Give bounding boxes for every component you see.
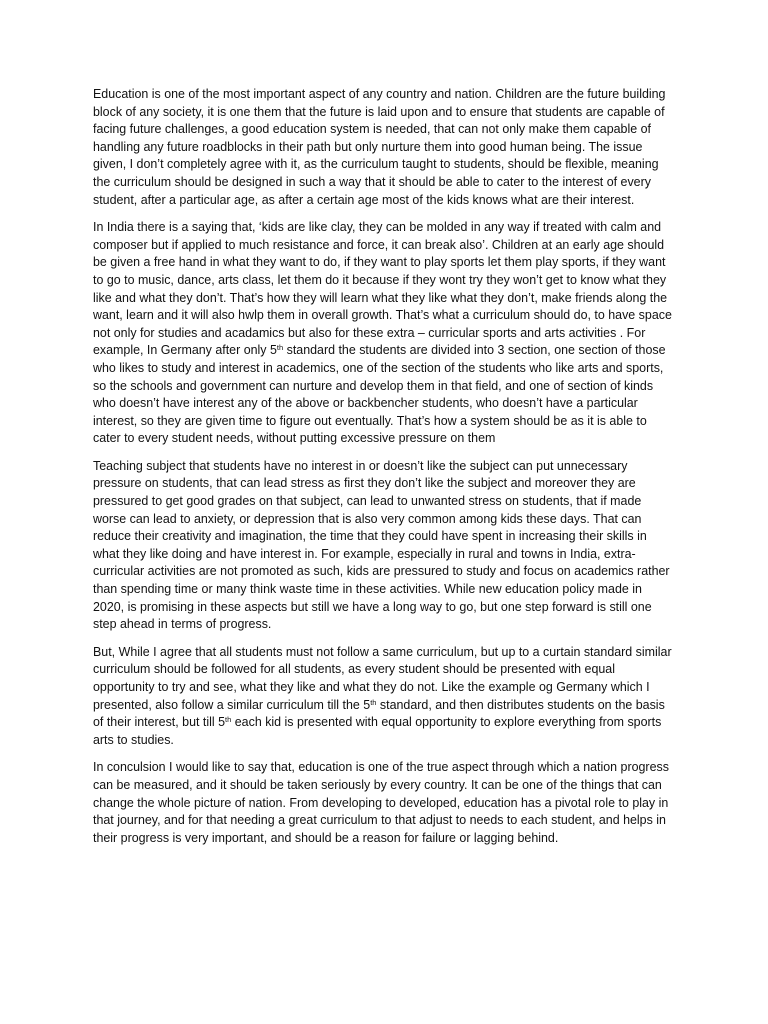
paragraph-unnecessary-pressure [93,458,675,634]
paragraph-text-part: standard, and then distributes students on the basis of their interest, but till 5 [93,697,665,730]
paragraph-text: Education is one of the most important aspect of any country and nation. Children are the future building block of any society, it is one them that the future is laid upon and to ensure that students are capable of facing future challenges, a good education system is needed, that can not only make them capable of handling any future roadblocks in their path but only nurture them into good human being. The issue given, I don’t completely agree with it, as the curriculum taught to students, should be flexible, meaning the curriculum should be designed in such a way that it should be able to cater to the interest of every student, after a particular age, as after a certain age most of the kids knows what are their interest. [93,87,666,207]
paragraph-text-part: In India there is a saying that, ‘kids are like clay, they can be molded in any way if treated with calm and composer but if applied to much resistance and force, it can break also’. Children at an early age should be given a free hand in what they want to do, if they want to play sports let them play sports, if they want to go to music, dance, arts class, let them do it because if they wont try they won’t get to know what they like and what they don’t. That’s how they will learn what they like what they don’t, make friends along the want, learn and it will also hwlp them in overall growth. That’s what a curriculum should do, to have space not only for studies and acadamics but also for these extra – curricular sports and arts activities . For example, In Germany after only 5 [93,220,672,358]
paragraph-text: Teaching subject that students have no interest in or doesn’t like the subject can put unnecessary pressure on students, that can lead stress as first they don’t like the subject and moreover they are pressured to get good grades on that subject, can lead to unwanted stress on students, that if made worse can lead to anxiety, or depression that is also very common among kids these days. That can reduce their creativity and imagination, the time that they could have spent in increasing their skills in what they like doing and have interest in. For example, especially in rural and towns in India, extra-curricular activities are not promoted as such, kids are pressured to study and focus on academics rather than spending time or many think waste time in these activities. While new education policy made in 2020, is promising in these aspects but still we have a long way to go, but one step forward is still one step ahead in terms of progress. [93,458,670,632]
paragraph-text-part: each kid is presented with equal opportunity to explore everything from sports arts to studies. [93,715,662,747]
superscript-ordinal: th [225,715,232,725]
essay-body [93,86,675,857]
paragraph-introduction [93,86,675,209]
paragraph-text-part: standard the students are divided into 3 section, one section of those who likes to study and interest in academics, one of the section of the students who like arts and sports, so the schools and government can nurture and develop them in that field, and one of section of kinds who doesn’t have interest any of the above or backbencher students, who doesn’t have a particular interest, so they are given time to figure out eventually. That’s how a system should be as it is able to cater to every student needs, without putting excessive pressure on them [93,343,666,446]
paragraph-conclusion [93,759,675,847]
paragraph-text: In conculsion I would like to say that, education is one of the true aspect through which a nation progress can be measured, and it should be taken seriously by every country. It can be one of the things that can change the whole picture of nation. From developing to developed, education has a pivotal role to play in that journey, and for that needing a great curriculum to that adjust to needs to each student, and helps in their progress is very important, and should be a reason for failure or lagging behind. [93,760,669,845]
paragraph-counterpoint [93,644,675,750]
superscript-ordinal: th [370,697,377,707]
paragraph-india-germany-example [93,219,675,448]
superscript-ordinal: th [276,343,284,353]
paragraph-text-part: But, While I agree that all students must not follow a same curriculum, but up to a curtain standard similar curriculum should be followed for all students, as every student should be presented with equal opportunity to try and see, what they like and what they do not. Like the example og Germany which I presented, also follow a similar curriculum till the 5 [93,644,672,712]
